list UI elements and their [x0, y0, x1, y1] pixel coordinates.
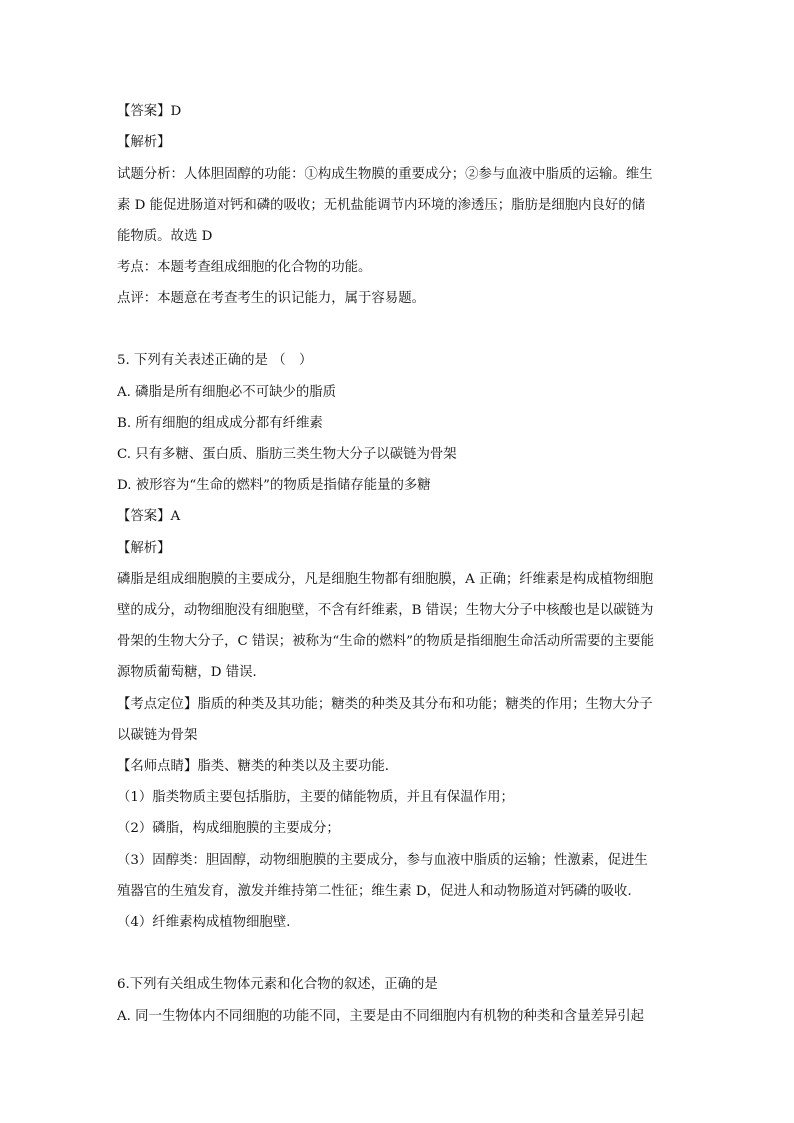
q6-option-a: A. 同一生物体内不同细胞的功能不同，主要是由不同细胞内有机物的种类和含量差异引起	[117, 1009, 645, 1024]
q5-point: （4）纤维素构成植物细胞壁．	[117, 915, 300, 930]
q5-point: 殖器官的生殖发育，激发并维持第二性征；维生素 D，促进人和动物肠道对钙磷的吸收．	[117, 884, 641, 899]
q6-stem: 6.下列有关组成生物体元素和化合物的叙述，正确的是	[117, 977, 438, 992]
q4-analysis-line: 能物质。故选 D	[117, 229, 213, 244]
q4-kaodian: 考点：本题考查组成细胞的化合物的功能。	[117, 260, 372, 275]
q4-analysis-line: 试题分析：人体胆固醇的功能：①构成生物膜的重要成分；②参与血液中脂质的运输。维生	[117, 167, 653, 182]
q5-stem: 5. 下列有关表述正确的是 （ ）	[117, 353, 313, 368]
q5-analysis-line: 壁的成分，动物细胞没有细胞壁，不含有纤维素，B 错误；生物大分子中核酸也是以碳链为	[117, 603, 654, 618]
q5-option-d: D. 被形容为“生命的燃料”的物质是指储存能量的多糖	[117, 478, 431, 493]
q5-point: （3）固醇类：胆固醇，动物细胞膜的主要成分，参与血液中脂质的运输；性激素，促进生	[117, 853, 648, 868]
q4-analysis-line: 素 D 能促进肠道对钙和磷的吸收；无机盐能调节内环境的渗透压；脂肪是细胞内良好的储	[117, 198, 646, 213]
q5-kaodian-line: 【考点定位】脂质的种类及其功能；糖类的种类及其分布和功能；糖类的作用；生物大分子	[117, 697, 653, 712]
q5-option-c: C. 只有多糖、蛋白质、脂肪三类生物大分子以碳链为骨架	[117, 447, 457, 462]
q5-analysis-line: 磷脂是组成细胞膜的主要成分，凡是细胞生物都有细胞膜，A 正确；纤维素是构成植物细胞	[117, 572, 654, 587]
q5-analysis-line: 源物质葡萄糖，D 错误．	[117, 665, 266, 680]
q4-dianping: 点评：本题意在考查考生的识记能力，属于容易题。	[117, 291, 425, 306]
q5-answer: 【答案】A	[117, 509, 181, 524]
q5-point: （1）脂类物质主要包括脂肪，主要的储能物质，并且有保温作用；	[117, 790, 514, 805]
q4-analysis-heading: 【解析】	[117, 135, 171, 150]
q5-point: （2）磷脂，构成细胞膜的主要成分；	[117, 821, 340, 836]
q4-answer: 【答案】D	[117, 104, 182, 119]
q5-analysis-line: 骨架的生物大分子，C 错误；被称为“生命的燃料”的物质是指细胞生命活动所需要的主要能	[117, 634, 655, 649]
q5-mingshi: 【名师点睛】脂类、糖类的种类以及主要功能．	[117, 759, 399, 774]
q5-analysis-heading: 【解析】	[117, 541, 171, 556]
q5-option-b: B. 所有细胞的组成成分都有纤维素	[117, 416, 323, 431]
q5-option-a: A. 磷脂是所有细胞必不可缺少的脂质	[117, 385, 337, 400]
q5-kaodian-line: 以碳链为骨架	[117, 728, 198, 743]
